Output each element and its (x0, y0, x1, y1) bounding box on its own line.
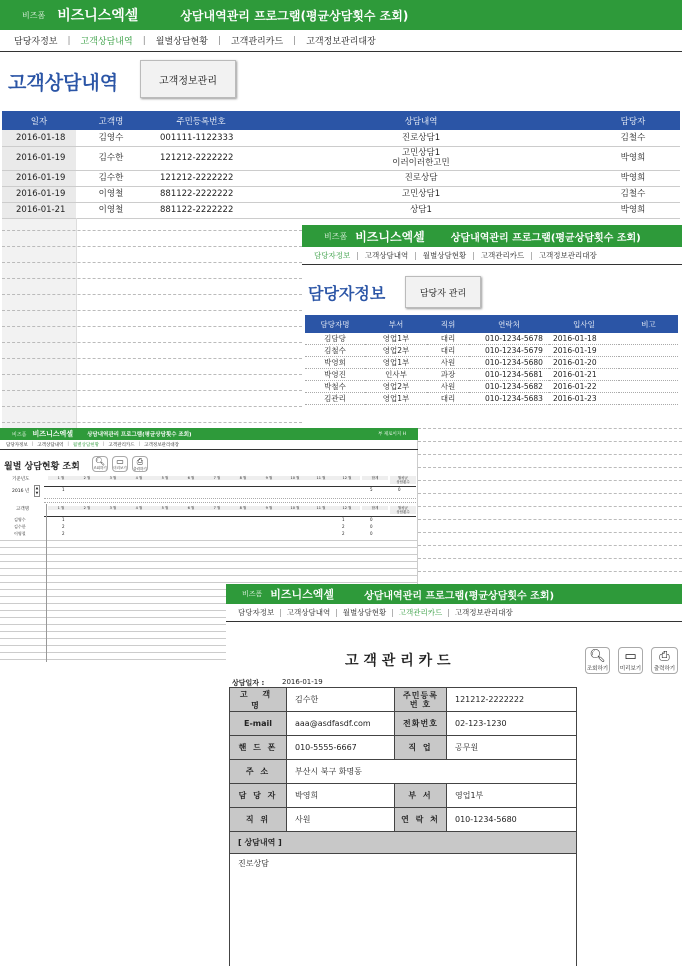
staff-cell: 010-1234-5678 (485, 334, 543, 343)
empty-row-line (44, 498, 416, 499)
page-title-2: 담당자정보 (308, 284, 386, 303)
month-header: 4 월 (126, 506, 152, 510)
app-title: 상담내역관리 프로그램(평균상담횟수 조회) (180, 8, 409, 23)
table-cell: 2016-01-19 (2, 170, 76, 186)
empty-row-line (44, 502, 416, 503)
empty-row-line (2, 422, 302, 423)
staff-cell: 박영진 (324, 370, 346, 379)
staff-cell: 대리 (440, 394, 456, 403)
col-dept: 부서 (388, 319, 404, 329)
nav-bar: 담당자정보 | 고객상담내역 | 월별상담현황 | 고객관리카드 | 고객정보관리대장 (0, 30, 682, 52)
total-cell: 1 (62, 487, 65, 492)
app-title-2: 상담내역관리 프로그램(평균상담횟수 조회) (450, 232, 641, 244)
month-header: 합계 (362, 476, 388, 480)
nav4-customer-card[interactable]: 고객관리카드 (398, 608, 443, 617)
customer-name: 김수한 (14, 524, 26, 529)
label-manager: 담 당 자 (230, 784, 287, 808)
page-title-3: 월별 상담현황 조회 (4, 462, 80, 472)
staff-row[interactable] (305, 333, 678, 345)
search-icon-2[interactable]: 🔍︎ 조회하기 (586, 649, 609, 672)
month-header: 1 월 (48, 476, 74, 480)
staff-cell: 2016-01-20 (553, 358, 597, 367)
table-cell: 김수한 (98, 153, 124, 163)
empty-row-line (418, 558, 682, 559)
header-bar-2 (302, 225, 682, 247)
staff-cell: 영업1부 (382, 358, 410, 367)
empty-row-line (2, 390, 302, 391)
table-cell: 121212-2222222 (160, 153, 234, 163)
preview-icon[interactable]: ▭ 미리보기 (113, 457, 127, 470)
empty-row-line (0, 554, 418, 555)
month-header: 8 월 (230, 506, 256, 510)
nav-item-customer-card[interactable]: 고객관리카드 (230, 37, 284, 47)
value-dept[interactable]: 영업1부 (447, 784, 577, 808)
value-address[interactable]: 부산시 북구 화명동 (287, 760, 577, 784)
value-phone[interactable]: 02-123-1230 (447, 712, 577, 736)
card-title: 고 객 관 리 카 드 (345, 653, 451, 669)
label-dept: 부 서 (395, 784, 447, 808)
nav2-customer-card[interactable]: 고객관리카드 (480, 251, 525, 260)
staff-cell (619, 381, 678, 393)
value-manager[interactable]: 박영희 (287, 784, 395, 808)
empty-row-line (418, 493, 682, 494)
month-header: 7 월 (204, 506, 230, 510)
table-cell: 진로상담1 (401, 132, 441, 143)
value-job[interactable]: 공무원 (447, 736, 577, 760)
month-header: 월평균 상담횟수 (390, 506, 416, 514)
staff-cell: 박철수 (324, 382, 346, 391)
staff-cell: 대리 (440, 334, 456, 343)
empty-row-line (0, 582, 418, 583)
value-consult-history[interactable]: 진로상담 (230, 854, 577, 966)
label-rrn: 주민등록 번 호 (395, 688, 447, 712)
empty-row-line (2, 278, 302, 279)
nav-item-consult-history[interactable]: 고객상담내역 (80, 37, 133, 47)
table-cell: 2016-01-19 (2, 146, 76, 170)
month-header: 9 월 (256, 506, 282, 510)
nav3-customer-ledger[interactable]: 고객정보관리대장 (144, 442, 179, 448)
col-note: 비고 (641, 319, 656, 329)
date-column-shade (2, 218, 76, 428)
month-header: 월평균 상담횟수 (390, 476, 416, 484)
customer-cell: 2 (342, 531, 345, 536)
empty-row-line (0, 540, 418, 541)
customer-name: 김영수 (14, 517, 26, 522)
header-bar (0, 0, 682, 30)
customer-cell: 1 (342, 517, 345, 522)
app-title-4: 상담내역관리 프로그램(평균상담횟수 조회) (364, 590, 555, 602)
staff-cell (619, 333, 678, 345)
empty-row-line (418, 519, 682, 520)
staff-row[interactable] (305, 393, 678, 405)
col-contact: 연락처 (498, 319, 520, 329)
nav4-customer-ledger[interactable]: 고객정보관리대장 (454, 608, 513, 617)
nav3-consult-history[interactable]: 고객상담내역 (37, 442, 64, 448)
month-header: 2 월 (74, 476, 100, 480)
empty-row-line (2, 246, 302, 247)
table-cell: 김철수 (620, 189, 646, 199)
table-cell: 박영희 (620, 205, 646, 215)
consult-date-value: 2016-01-19 (282, 678, 323, 686)
staff-cell: 2016-01-23 (553, 394, 597, 403)
empty-row-line (418, 480, 682, 481)
empty-row-line (2, 342, 302, 343)
month-header: 3 월 (100, 506, 126, 510)
label-phone: 전화번호 (395, 712, 447, 736)
brand-logo: 비즈니스엑셀 (57, 8, 139, 24)
month-header: 12 월 (334, 506, 360, 510)
print-icon[interactable]: ⎙ 출력하기 (133, 456, 147, 471)
brand-logo-4: 비즈니스엑셀 (270, 588, 335, 601)
staff-cell: 대리 (440, 346, 456, 355)
table-cell: 이영철 (98, 205, 124, 215)
bizform-label-2: 비즈폼 (324, 231, 348, 241)
month-header: 10 월 (282, 506, 308, 510)
year-label: 기준년도 (12, 477, 30, 482)
page-title: 고객상담내역 (8, 72, 119, 94)
staff-cell: 김철수 (324, 346, 346, 355)
table-cell: 고민상담1 이러이러한고민 (392, 148, 450, 168)
header-bar-4 (226, 584, 682, 604)
empty-row-line (418, 571, 682, 572)
search-icon[interactable]: 🔍︎ 조회하기 (93, 457, 107, 470)
nav4-staff-info[interactable]: 담당자정보 (238, 608, 275, 617)
nav-bar-3: 담당자정보 | 고객상담내역 | 월별상담현황 | 고객관리카드 | 고객정보관리대장 (0, 440, 418, 450)
preview-icon-2[interactable]: ▭ 미리보기 (619, 649, 642, 672)
staff-cell: 2016-01-18 (553, 334, 597, 343)
staff-cell: 영업1부 (382, 334, 410, 343)
month-header: 7 월 (204, 476, 230, 480)
label-job: 직 업 (395, 736, 447, 760)
staff-cell: 010-1234-5679 (485, 346, 543, 355)
staff-cell: 영업2부 (382, 346, 410, 355)
total-cell: 5 (370, 487, 373, 492)
brand-logo-2: 비즈니스엑셀 (355, 229, 425, 244)
month-header: 9 월 (256, 476, 282, 480)
table-cell: 121212-2222222 (160, 173, 234, 183)
staff-cell: 영업2부 (382, 382, 410, 391)
empty-row-line (2, 358, 302, 359)
staff-cell: 010-1234-5682 (485, 382, 543, 391)
staff-row[interactable] (305, 357, 678, 369)
month-header: 11 월 (308, 506, 334, 510)
empty-row-line (418, 454, 682, 455)
table-cell: 2016-01-18 (2, 130, 76, 146)
empty-row-line (2, 406, 302, 407)
empty-row-line (418, 467, 682, 468)
col-position: 직위 (440, 319, 456, 329)
table-cell: 2016-01-19 (2, 186, 76, 202)
table-row[interactable] (2, 170, 680, 186)
value-email[interactable]: aaa@asdfasdf.com (287, 712, 395, 736)
year-select[interactable]: 2016 년 (12, 489, 30, 494)
customer-cell: 1 (62, 517, 65, 522)
value-customer-name[interactable]: 김수한 (287, 688, 395, 712)
header-right-label: 부 제로이지 H (378, 432, 406, 437)
col-date: 일자 (30, 116, 48, 127)
nav4-consult-history[interactable]: 고객상담내역 (286, 608, 331, 617)
month-header: 12 월 (334, 476, 360, 480)
nav-item-monthly-status[interactable]: 월별상담현황 (155, 37, 208, 47)
table-cell: 김철수 (620, 132, 646, 143)
staff-cell: 2016-01-21 (553, 370, 597, 379)
staff-cell: 박영희 (324, 358, 346, 367)
staff-cell: 사원 (440, 358, 456, 367)
month-header: 10 월 (282, 476, 308, 480)
staff-cell: 010-1234-5683 (485, 394, 543, 403)
table-cell: 박영희 (620, 173, 646, 183)
staff-cell (619, 345, 678, 357)
table-row[interactable] (2, 186, 680, 202)
month-header: 1 월 (48, 506, 74, 510)
table-cell: 001111-1122333 (160, 132, 234, 143)
customer-col-label: 고객명 (16, 507, 30, 512)
staff-cell: 010-1234-5680 (485, 358, 543, 367)
col-content: 상담내역 (404, 116, 438, 127)
brand-logo-3: 비즈니스엑셀 (32, 430, 74, 438)
value-manager-contact[interactable]: 010-1234-5680 (447, 808, 577, 832)
grid-column (76, 218, 77, 428)
nav2-staff-info[interactable]: 담당자정보 (314, 251, 351, 260)
month-header: 5 월 (152, 476, 178, 480)
value-position[interactable]: 사원 (287, 808, 395, 832)
col-staff-name: 담당자명 (320, 319, 350, 329)
nav-bar-2: 담당자정보 | 고객상담내역 | 월별상담현황 | 고객관리카드 | 고객정보관리대장 (302, 247, 682, 265)
label-customer-name: 고 객 명 (230, 688, 287, 712)
col-rrn: 주민등록번호 (176, 116, 226, 127)
customer-cell: 2 (62, 524, 65, 529)
bizform-label: 비즈폼 (22, 10, 46, 20)
table-cell: 박영희 (620, 153, 646, 163)
month-header: 8 월 (230, 476, 256, 480)
consult-table (2, 111, 680, 219)
staff-row[interactable] (305, 345, 678, 357)
col-hire-date: 입사일 (573, 319, 595, 329)
staff-row[interactable] (305, 369, 678, 381)
customer-cell: 0 (370, 517, 373, 522)
staff-cell (619, 393, 678, 405)
label-position: 직 위 (230, 808, 287, 832)
nav2-consult-history[interactable]: 고객상담내역 (364, 251, 409, 260)
staff-cell (619, 369, 678, 381)
header-underline (44, 486, 416, 487)
customer-cell: 0 (370, 531, 373, 536)
empty-row-line (418, 506, 682, 507)
nav4-monthly-status[interactable]: 월별상담현황 (342, 608, 387, 617)
table-row[interactable] (2, 202, 680, 218)
table-row[interactable] (2, 146, 680, 170)
customer-cell: 2 (342, 524, 345, 529)
empty-row-line (2, 230, 302, 231)
month-header: 3 월 (100, 476, 126, 480)
empty-row-line (418, 428, 682, 429)
label-address: 주 소 (230, 760, 287, 784)
empty-row-line (0, 547, 418, 548)
staff-cell: 영업1부 (382, 394, 410, 403)
staff-cell: 인사부 (385, 370, 407, 379)
table-cell: 고민상담1 (401, 189, 441, 199)
customer-cell: 0 (370, 524, 373, 529)
header-underline (44, 516, 416, 517)
nav-item-customer-ledger[interactable]: 고객정보관리대장 (306, 37, 376, 47)
staff-cell: 김관리 (324, 394, 346, 403)
staff-cell: 사원 (440, 382, 456, 391)
month-header: 4 월 (126, 476, 152, 480)
empty-row-line (0, 575, 418, 576)
empty-row-line (2, 374, 302, 375)
nav2-customer-ledger[interactable]: 고객정보관리대장 (538, 251, 597, 260)
empty-row-line (418, 545, 682, 546)
staff-cell: 2016-01-19 (553, 346, 597, 355)
customer-cell: 2 (62, 531, 65, 536)
staff-cell: 2016-01-22 (553, 382, 597, 391)
col-manager: 담당자 (620, 116, 646, 127)
nav-bar-4: 담당자정보 | 고객상담내역 | 월별상담현황 | 고객관리카드 | 고객정보관리대장 (226, 604, 682, 622)
table-cell: 881122-2222222 (160, 189, 234, 199)
label-manager-contact: 연 락 처 (395, 808, 447, 832)
table-cell: 상담1 (410, 205, 432, 215)
label-mobile: 핸 드 폰 (230, 736, 287, 760)
table-row[interactable] (2, 130, 680, 146)
empty-row-line (418, 532, 682, 533)
month-header: 6 월 (178, 476, 204, 480)
month-header: 2 월 (74, 506, 100, 510)
month-header: 5 월 (152, 506, 178, 510)
customer-name: 이영철 (14, 531, 26, 536)
nav2-monthly-status[interactable]: 월별상담현황 (422, 251, 467, 260)
table-cell: 진로상담 (404, 173, 438, 183)
empty-row-line (0, 568, 418, 569)
nav3-staff-info[interactable]: 담당자정보 (6, 442, 28, 448)
empty-row-line (0, 561, 418, 562)
label-consult-history: [ 상담내역 ] (230, 832, 577, 854)
empty-row-line (418, 441, 682, 442)
staff-cell (619, 357, 678, 369)
staff-cell: 과장 (440, 370, 456, 379)
year-spinner[interactable]: ▲ ▼ (35, 486, 39, 495)
header-bar-3 (0, 428, 418, 440)
table-cell: 김영수 (98, 132, 124, 143)
month-header: 6 월 (178, 506, 204, 510)
table-cell: 김수한 (98, 173, 124, 183)
month-header: 11 월 (308, 476, 334, 480)
print-icon-2[interactable]: ⎙ 출력하기 (651, 647, 678, 674)
value-rrn[interactable]: 121212-2222222 (447, 688, 577, 712)
app-title-3: 상담내역관리 프로그램(평균상담횟수 조회) (87, 432, 192, 438)
empty-row-line (2, 294, 302, 295)
total-cell: 0 (398, 487, 401, 492)
staff-row[interactable] (305, 381, 678, 393)
customer-card-table (229, 687, 577, 966)
staff-cell: 010-1234-5681 (485, 370, 543, 379)
nav3-monthly-status[interactable]: 월별상담현황 (72, 442, 99, 448)
value-mobile[interactable]: 010-5555-6667 (287, 736, 395, 760)
bizform-label-4: 비즈폼 (242, 590, 263, 598)
month-header: 합계 (362, 506, 388, 510)
empty-row-line (2, 310, 302, 311)
staff-table (305, 315, 678, 405)
nav3-customer-card[interactable]: 고객관리카드 (108, 442, 135, 448)
consult-date-label: 상담일자 : (232, 679, 265, 687)
bizform-label-3: 비즈폼 (12, 431, 27, 438)
nav-item-staff-info[interactable]: 담당자정보 (14, 37, 58, 47)
col-customer: 고객명 (98, 116, 124, 127)
table-cell: 2016-01-21 (2, 202, 76, 218)
staff-manage-button[interactable]: 담당자 관리 (405, 276, 481, 308)
empty-row-line (2, 262, 302, 263)
customer-info-manage-button[interactable]: 고객정보관리 (140, 60, 236, 98)
label-email: E-mail (230, 712, 287, 736)
grid-column (46, 504, 47, 662)
table-cell: 881122-2222222 (160, 205, 234, 215)
table-cell: 이영철 (98, 189, 124, 199)
staff-cell: 김담당 (324, 334, 346, 343)
empty-row-line (2, 326, 302, 327)
